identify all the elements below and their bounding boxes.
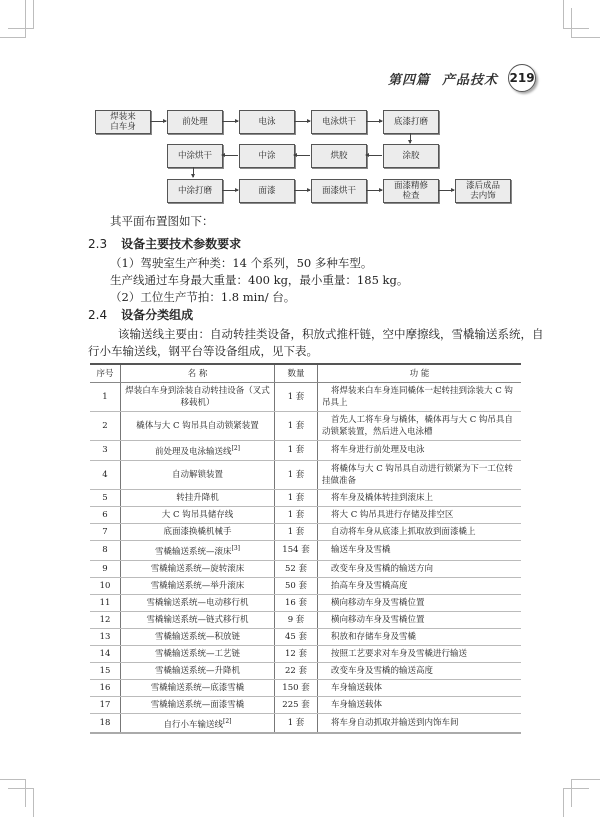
crop-mark (563, 788, 564, 817)
cell-function-text: 将车身及橇体转挂到滚床上 (331, 492, 434, 503)
table-row (90, 540, 521, 560)
cell-qty-text: 1 套 (287, 469, 305, 480)
cell-function-text: 自动将车身从底漆上抓取放到面漆橇上 (331, 526, 476, 537)
spec-line: （2）工位生产节拍：1.8 min/ 台。 (110, 290, 296, 304)
cell-qty-text: 12 套 (284, 648, 308, 659)
flow-step: 漆后成品 去内饰 (455, 179, 511, 203)
flow-step: 焊装来 白车身 (95, 110, 151, 134)
cell-name-text: 底面漆换橇机械手 (163, 526, 232, 537)
arrow-right (222, 190, 238, 191)
cell-function-text: 改变车身及雪橇的输送方向 (331, 563, 434, 574)
cell-qty (275, 489, 318, 506)
cell-name-text: 雪橇输送系统—链式移行机 (146, 614, 249, 625)
arrow-right (294, 190, 310, 191)
cell-name (121, 489, 275, 506)
cell-qty-text: 1 套 (287, 526, 305, 537)
section-heading-2-4 (88, 306, 193, 323)
cell-qty (275, 577, 318, 594)
cell-function (318, 560, 522, 577)
cell-qty-text: 1 套 (287, 392, 305, 402)
cell-name (121, 611, 275, 628)
cell-function (318, 696, 522, 713)
table-row (90, 645, 521, 662)
cell-no-text: 2 (102, 421, 108, 431)
cell-function-text: 将大 C 钩吊具进行存储及排空区 (331, 509, 454, 520)
cell-qty (275, 441, 318, 461)
cell-name-text: 前处理及电泳输送线 (154, 446, 232, 457)
cell-no (90, 577, 121, 594)
table-row (90, 441, 521, 461)
cell-function-text: 将车身自动抓取并输送到内饰车间 (331, 718, 459, 729)
cell-function-text: 车身输送载体 (331, 682, 383, 693)
cell-name-text: 大 C 钩吊具储存线 (161, 509, 234, 520)
table-row (90, 594, 521, 611)
reference-mark: [2] (223, 717, 232, 725)
flow-step: 中涂 (239, 144, 295, 168)
cell-function (318, 412, 522, 441)
reference-mark: [3] (231, 544, 240, 552)
cell-name (121, 506, 275, 523)
cell-qty-text: 52 套 (284, 563, 308, 574)
col-header-qty: 数量 (275, 364, 318, 383)
flow-step: 中涂打磨 (167, 179, 223, 203)
flow-step: 面漆烘干 (311, 179, 367, 203)
cell-function (318, 679, 522, 696)
spec-line: 生产线通过车身最大重量：400 kg，最小重量：185 kg。 (110, 273, 409, 287)
cell-no (90, 540, 121, 560)
cell-name (121, 577, 275, 594)
cell-qty-text: 225 套 (282, 699, 310, 710)
flow-step: 底漆打磨 (383, 110, 439, 134)
cell-no (90, 412, 121, 441)
cell-qty-text: 22 套 (284, 665, 308, 676)
flow-step: 面漆 (239, 179, 295, 203)
part-title: 第四篇 (388, 72, 431, 88)
section-number: 2.4 (88, 308, 108, 322)
table-row (90, 489, 521, 506)
cell-qty (275, 645, 318, 662)
cell-no (90, 489, 121, 506)
cell-name-text: 雪橇输送系统—电动移行机 (146, 597, 249, 608)
cell-function (318, 628, 522, 645)
cell-function-text: 将车身进行前处理及电泳 (331, 445, 425, 456)
cell-name (121, 560, 275, 577)
cell-qty (275, 540, 318, 560)
cell-function (318, 540, 522, 560)
col-header-function: 功 能 (318, 364, 522, 383)
flow-step: 烘胶 (311, 144, 367, 168)
col-header-no: 序号 (90, 364, 121, 383)
cell-name (121, 645, 275, 662)
cell-name (121, 460, 275, 489)
cell-qty-text: 1 套 (287, 492, 305, 503)
cell-no (90, 460, 121, 489)
cell-name (121, 412, 275, 441)
cell-name (121, 628, 275, 645)
table-row (90, 560, 521, 577)
cell-qty (275, 679, 318, 696)
cell-no-text: 15 (99, 665, 111, 676)
cell-no-text: 12 (99, 614, 111, 625)
chapter-title: 产品技术 (442, 72, 499, 88)
cell-name-text: 自行小车输送线 (163, 719, 223, 730)
cell-qty-text: 1 套 (287, 509, 305, 520)
table-row (90, 713, 521, 733)
crop-mark (563, 788, 589, 789)
cell-name-text: 雪橇输送系统—举升滚床 (150, 580, 245, 591)
cell-name (121, 713, 275, 733)
cell-name (121, 696, 275, 713)
cell-qty (275, 696, 318, 713)
cell-no (90, 696, 121, 713)
cell-no-text: 13 (99, 631, 111, 642)
spec-line: （1）驾驶室生产种类：14 个系列，50 多种车型。 (110, 256, 373, 270)
arrow-right (222, 121, 238, 122)
cell-qty (275, 713, 318, 733)
cell-qty (275, 412, 318, 441)
cell-no-text: 8 (102, 545, 108, 556)
table-row (90, 506, 521, 523)
cell-qty (275, 628, 318, 645)
col-header-name: 名 称 (121, 364, 275, 383)
table-row (90, 662, 521, 679)
arrow-down (193, 167, 194, 177)
cell-name (121, 441, 275, 461)
cell-no-text: 3 (102, 445, 108, 456)
cell-function (318, 460, 522, 489)
crop-mark (0, 779, 26, 780)
cell-no (90, 594, 121, 611)
crop-mark (25, 779, 26, 807)
cell-function-text: 首先人工将车身与橇体，橇体再与大 C 钩吊具自动锁紧装置，然后进入电泳槽 (322, 415, 513, 437)
cell-name-text: 雪橇输送系统—滚床 (154, 546, 232, 557)
cell-function (318, 489, 522, 506)
flow-step: 电泳烘干 (311, 110, 367, 134)
cell-qty (275, 611, 318, 628)
cell-qty (275, 460, 318, 489)
cell-function-text: 横向移动车身及雪橇位置 (331, 614, 425, 625)
cell-qty (275, 594, 318, 611)
table-row (90, 460, 521, 489)
cell-no-text: 18 (99, 718, 111, 729)
cell-no (90, 441, 121, 461)
arrow-right (150, 121, 166, 122)
cell-function (318, 577, 522, 594)
arrow-left (294, 155, 310, 156)
cell-no-text: 6 (102, 509, 108, 520)
cell-function-text: 将焊装来白车身连同橇体一起转挂到涂装大 C 钩吊具上 (322, 386, 513, 408)
cell-function-text: 按照工艺要求对车身及雪橇进行输送 (331, 648, 468, 659)
cell-name (121, 540, 275, 560)
arrow-down (410, 133, 411, 143)
cell-qty (275, 383, 318, 412)
cell-function (318, 645, 522, 662)
cell-name-text: 雪橇输送系统—升降机 (154, 665, 240, 676)
cell-name-text: 雪橇输送系统—底漆雪橇 (150, 682, 245, 693)
cell-qty-text: 1 套 (287, 445, 305, 456)
section-number: 2.3 (88, 237, 108, 251)
table-row (90, 679, 521, 696)
table-row (90, 523, 521, 540)
cell-no (90, 662, 121, 679)
cell-no-text: 14 (99, 648, 111, 659)
cell-no (90, 628, 121, 645)
cell-name-text: 自动解锁装置 (171, 469, 223, 480)
table-row (90, 696, 521, 713)
cell-no-text: 9 (102, 563, 108, 574)
cell-name (121, 383, 275, 412)
cell-qty-text: 50 套 (284, 580, 308, 591)
flow-step: 中涂烘干 (167, 144, 223, 168)
cell-qty-text: 1 套 (287, 718, 305, 729)
cell-function-text: 车身输送载体 (331, 699, 383, 710)
flow-step: 电泳 (239, 110, 295, 134)
section-title: 设备主要技术参数要求 (121, 237, 242, 251)
crop-mark (8, 788, 34, 789)
cell-no-text: 16 (99, 682, 111, 693)
arrow-right (294, 121, 310, 122)
cell-function (318, 594, 522, 611)
arrow-left (222, 155, 238, 156)
cell-function-text: 抬高车身及雪橇高度 (331, 580, 408, 591)
cell-function-text: 输送车身及雪橇 (331, 545, 391, 556)
table-row (90, 383, 521, 412)
cell-no (90, 506, 121, 523)
arrow-right (438, 190, 454, 191)
flow-step: 面漆精修 检查 (383, 179, 439, 203)
crop-mark (571, 779, 600, 780)
table-row (90, 611, 521, 628)
cell-name-text: 雪橇输送系统—旋转滚床 (150, 563, 245, 574)
cell-qty-text: 16 套 (284, 597, 308, 608)
cell-function (318, 383, 522, 412)
cell-no-text: 11 (99, 597, 111, 608)
cell-function (318, 611, 522, 628)
arrow-left (366, 155, 382, 156)
cell-name-text: 雪橇输送系统—面漆雪橇 (150, 699, 245, 710)
cell-name (121, 662, 275, 679)
table-header-row (90, 364, 521, 383)
flow-step: 涂胶 (383, 144, 439, 168)
cell-qty (275, 506, 318, 523)
cell-no-text: 1 (102, 392, 108, 402)
cell-function-text: 积放和存储车身及雪橇 (331, 631, 417, 642)
flow-step: 前处理 (167, 110, 223, 134)
section-heading-2-3 (88, 235, 241, 252)
table-row (90, 628, 521, 645)
cell-function (318, 506, 522, 523)
cell-qty-text: 1 套 (287, 421, 305, 431)
cell-function-text: 将橇体与大 C 钩吊具自动进行锁紧为下一工位转挂做准备 (322, 463, 513, 486)
section-title: 设备分类组成 (121, 308, 194, 322)
cell-qty-text: 150 套 (282, 682, 310, 693)
cell-qty (275, 560, 318, 577)
cell-no-text: 4 (102, 469, 108, 480)
cell-no (90, 713, 121, 733)
cell-function (318, 713, 522, 733)
cell-name (121, 594, 275, 611)
body-paragraph-line: 行小车输送线，钢平台等设备组成，见下表。 (88, 344, 318, 358)
cell-no-text: 10 (99, 580, 111, 591)
cell-no (90, 523, 121, 540)
equipment-table (90, 363, 521, 734)
cell-function (318, 441, 522, 461)
body-paragraph-line: 该输送线主要由：自动转挂类设备，积放式推杆链，空中摩擦线，雪橇输送系统，自 (118, 327, 544, 341)
reference-mark: [2] (231, 445, 240, 452)
cell-name (121, 523, 275, 540)
crop-mark (33, 788, 34, 817)
arrow-right (366, 121, 382, 122)
cell-name-text: 雪橇输送系统—积放链 (154, 631, 240, 642)
cell-no-text: 7 (102, 526, 108, 537)
cell-qty (275, 662, 318, 679)
cell-no (90, 679, 121, 696)
cell-no (90, 383, 121, 412)
cell-function (318, 662, 522, 679)
cell-no (90, 611, 121, 628)
table-body (90, 383, 521, 734)
table-row (90, 412, 521, 441)
cell-qty (275, 523, 318, 540)
table-row (90, 577, 521, 594)
process-flow-diagram (0, 0, 600, 210)
cell-name-text: 焊装白车身到涂装自动转挂设备（叉式移载机） (125, 386, 270, 408)
intro-line: 其平面布置图如下： (110, 214, 214, 228)
cell-qty-text: 154 套 (282, 545, 310, 556)
cell-name-text: 橇体与大 C 钩吊具自动锁紧装置 (136, 421, 259, 431)
cell-function-text: 横向移动车身及雪橇位置 (331, 597, 425, 608)
cell-no (90, 645, 121, 662)
arrow-right (366, 190, 382, 191)
cell-name-text: 转挂升降机 (176, 492, 219, 503)
cell-function (318, 523, 522, 540)
cell-qty-text: 9 套 (287, 614, 305, 625)
page-number: 219 (508, 64, 536, 92)
cell-qty-text: 45 套 (284, 631, 308, 642)
cell-no-text: 17 (99, 699, 111, 710)
cell-name (121, 679, 275, 696)
cell-name-text: 雪橇输送系统—工艺链 (154, 648, 240, 659)
cell-function-text: 改变车身及雪橇的输送高度 (331, 665, 434, 676)
crop-mark (571, 779, 572, 807)
cell-no (90, 560, 121, 577)
cell-no-text: 5 (102, 492, 108, 503)
